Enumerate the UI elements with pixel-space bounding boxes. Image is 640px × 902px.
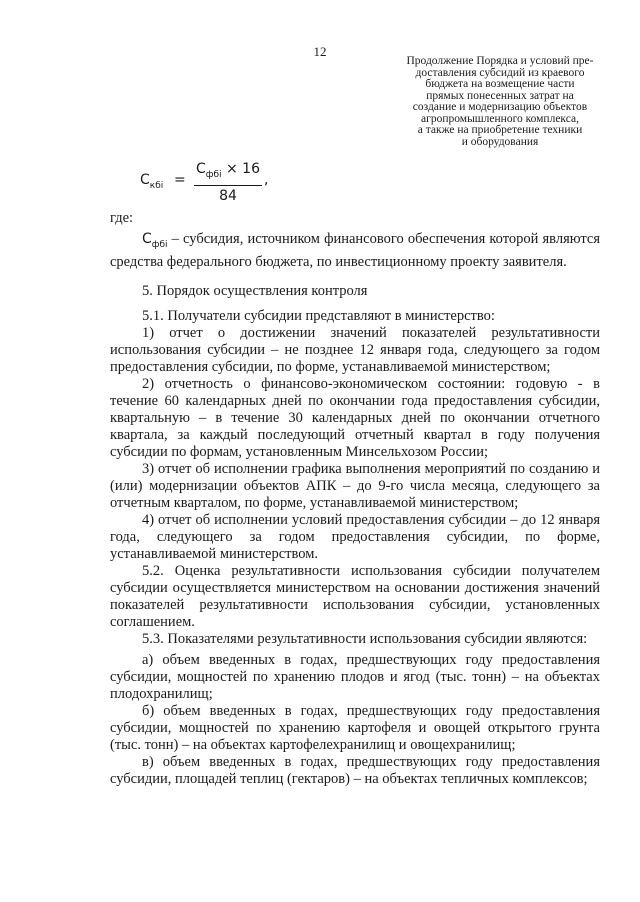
formula-denominator: 84 [219,187,237,204]
paragraph: 5.3. Показателями результативности использования субсидии являются: [142,630,588,647]
paragraph: 4) отчет об исполнении условий предоставления субсидии – до 12 января года, следующего за годом предоставления субсидии, по форме, устанавливаемой министерством. [110,511,600,562]
where-label: где: [110,210,134,226]
subsidy-formula [140,160,340,202]
paragraph: 2) отчетность о финансово-экономическом состоянии: годовую - в течение 60 календарных дней по окончании года предоставления субсидии, квартальную – в течение 30 календарных дней по окончании отчетного квартала, за каждый последующий отчетный квартал в году получения субсидии по формам, установленным Минсельхозом России; [110,375,600,460]
paragraph: б) объем введенных в годах, предшествующих году предоставления субсидии, мощностей по хранению картофеля и овощей открытого грунта (тыс. тонн) – на объектах картофелехранилищ и овощехранилищ; [110,702,600,753]
paragraph: 5.1. Получатели субсидии представляют в министерство: [142,307,495,324]
definition-paragraph: $С_{фбi}$ – субсидия, источником финансового обеспечения которой являются средства федерального бюджета, по инвестиционному проекту заявителя. [110,231,600,270]
formula-equals: = [174,172,186,188]
paragraph: в) объем введенных в годах, предшествующих году предоставления субсидии, площадей теплиц (гектаров) – на объектах тепличных комплексов; [110,753,600,787]
page-number: 12 [313,44,327,59]
header-line: бюджета на возмещение части [425,78,575,90]
header-line: а также на приобретение техники [417,124,583,136]
fraction-bar [194,185,262,186]
formula-lhs: $С_{кбi}$ [140,172,164,191]
header-line: доставления субсидий из краевого [415,66,585,79]
header-line: и оборудования [461,135,539,148]
formula-comma: , [264,172,269,188]
formula-fraction [194,160,262,205]
paragraph: а) объем введенных в годах, предшествующих году предоставления субсидии, мощностей по хранению плодов и ягод (тыс. тонн) – на объектах плодохранилищ; [110,651,600,702]
paragraph: 1) отчет о достижении значений показателей результативности использования субсидии – не позднее 12 января года, следующего за годом предоставления субсидии, по форме, устанавливаемой министерством; [110,324,600,375]
header-line: прямых понесенных затрат на [426,89,574,102]
header-line: создание и модернизацию объектов [412,101,588,113]
document-body [110,206,600,788]
header-line: Продолжение Порядка и условий пре- [406,55,594,67]
definition-symbol: $С_{фбi}$ [142,231,168,250]
document-header [382,56,618,148]
header-line: агропромышленного комплекса, [421,112,579,125]
formula-numerator: $С_{фбi} \times 16$ [196,161,260,180]
paragraph: 5.2. Оценка результативности использования субсидии получателем субсидии осуществляется министерством на основании достижения значений показателей результативности использования субсидии, установленных соглашением. [110,562,600,630]
section-heading: 5. Порядок осуществления контроля [142,282,368,299]
paragraph: 3) отчет об исполнении графика выполнения мероприятий по созданию и (или) модернизации объектов АПК – до 9-го числа месяца, следующего за отчетным кварталом, по форме, устанавливаемой министерством; [110,460,600,511]
